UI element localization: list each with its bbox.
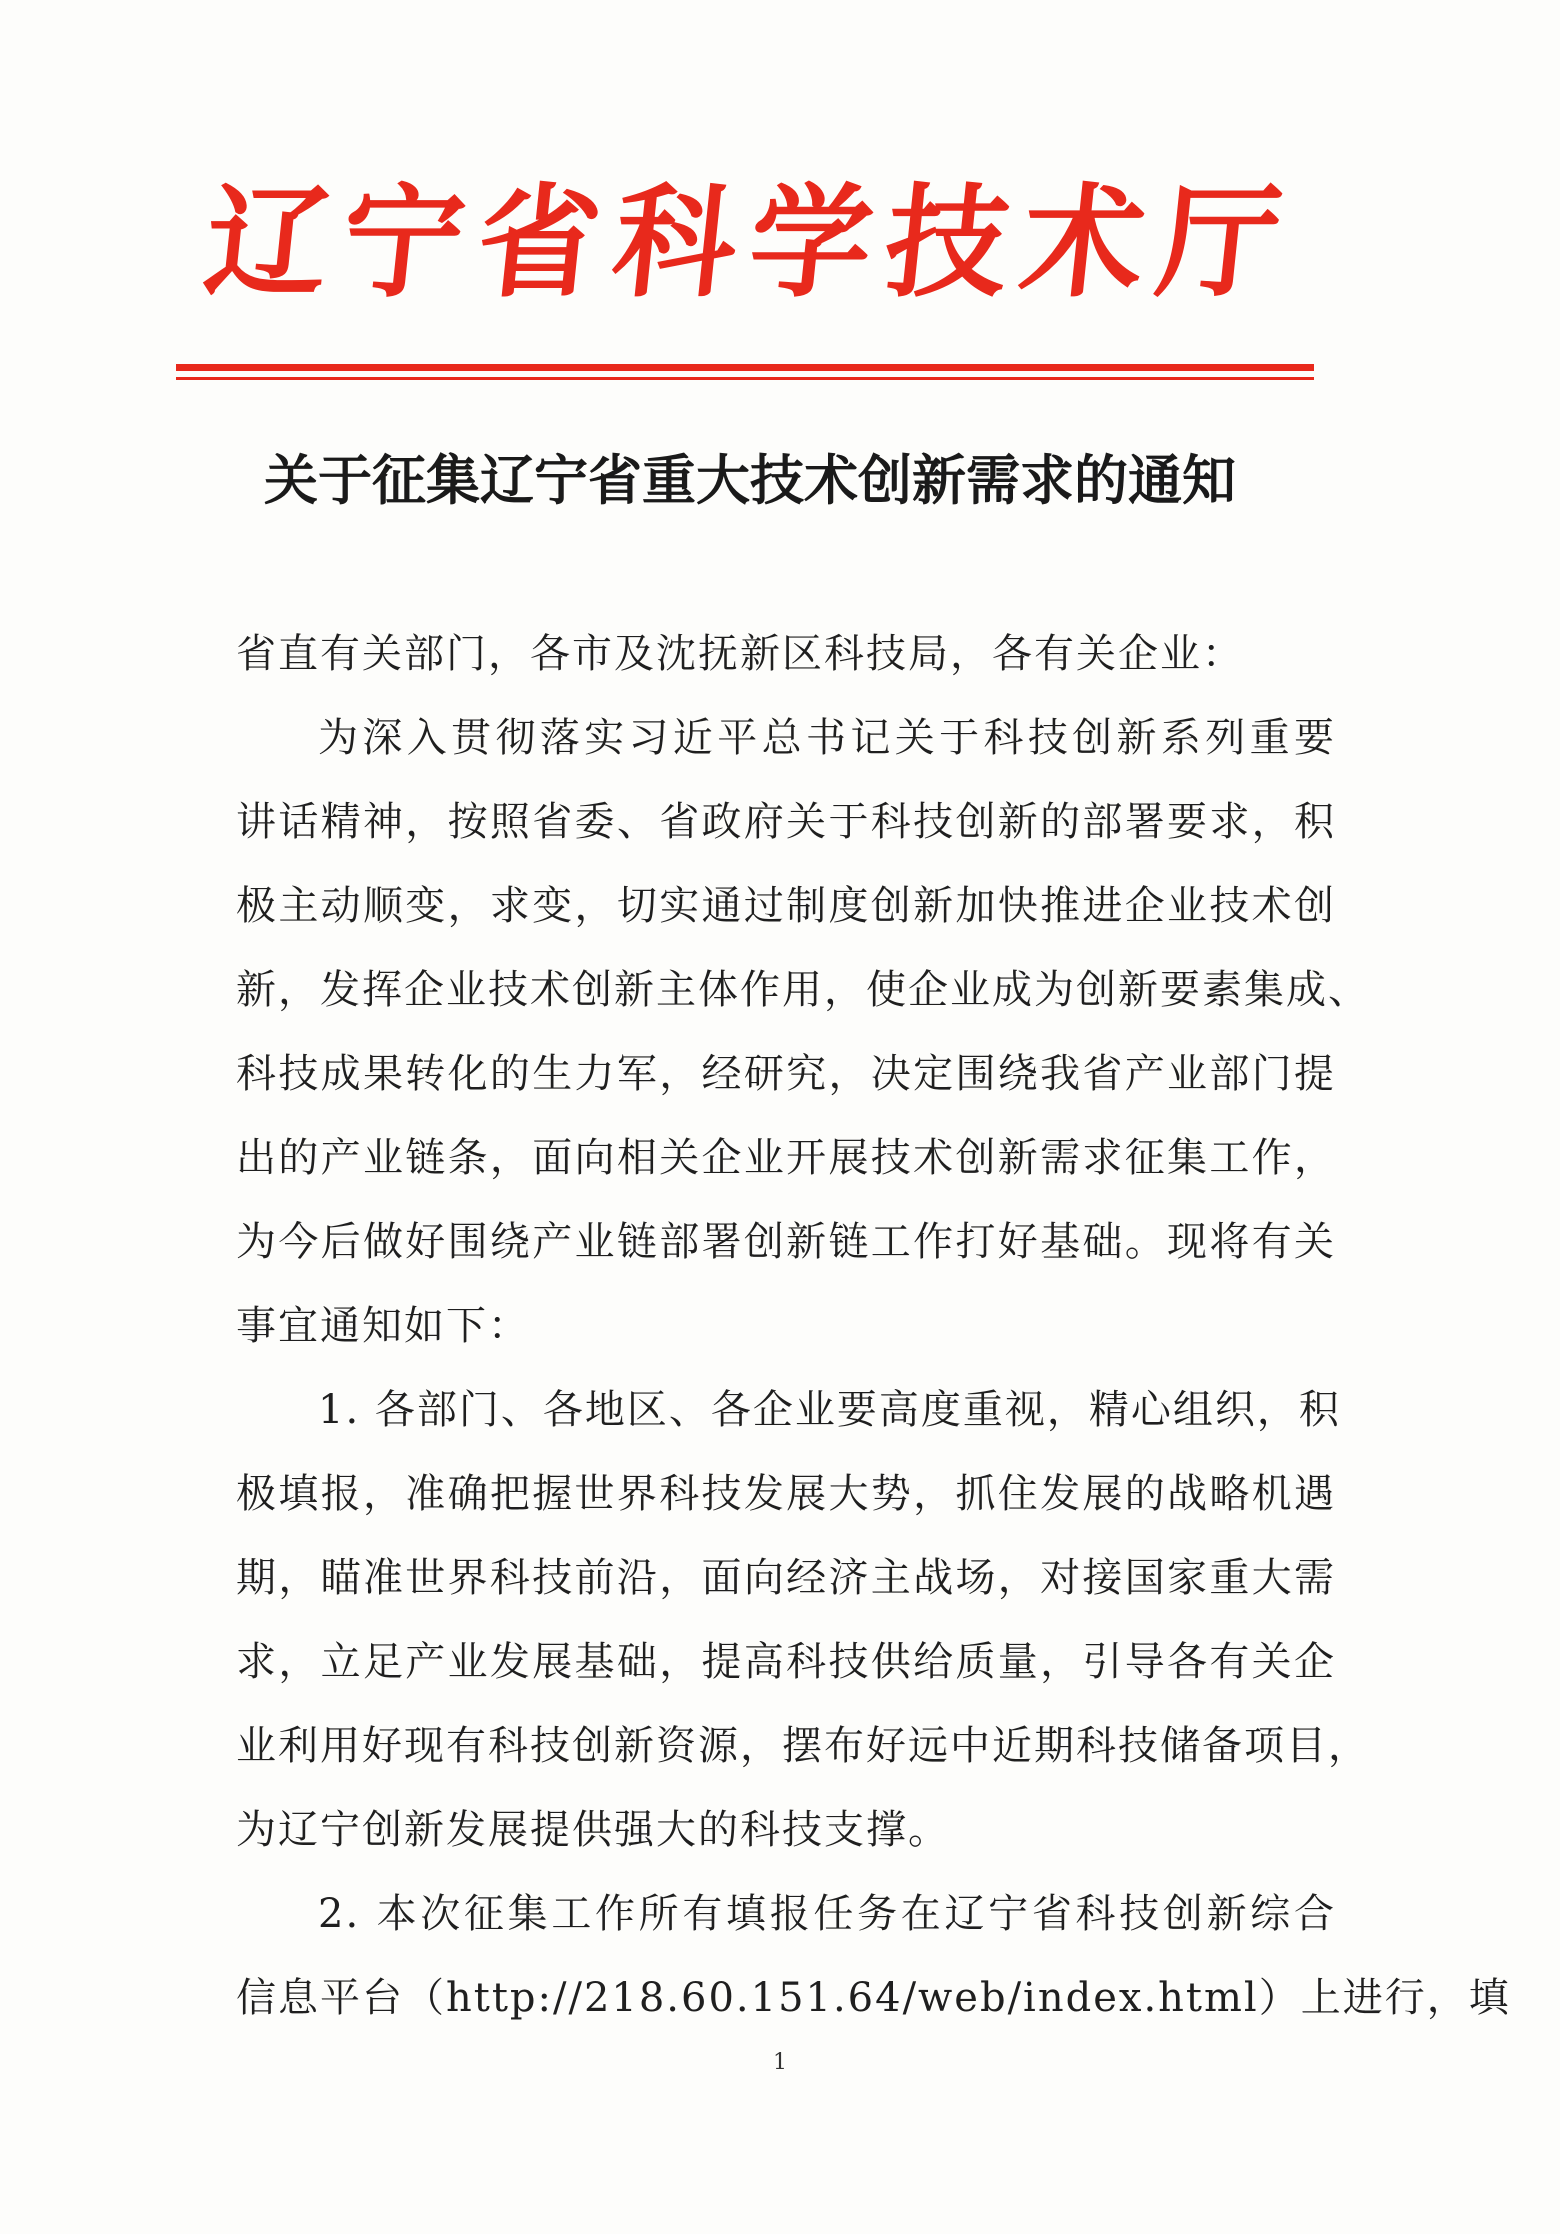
- letterhead-rule-thick: [176, 364, 1314, 371]
- paragraph-2: [236, 1368, 1370, 1872]
- letterhead-org-name: 辽宁省科学技术厅: [198, 172, 1302, 314]
- page-number: 1: [773, 2050, 787, 2075]
- paragraph-line: 科技成果转化的生力军，经研究，决定围绕我省产业部门提: [236, 1051, 1336, 1097]
- paragraph-line: 为今后做好围绕产业链部署创新链工作打好基础。现将有关: [236, 1219, 1336, 1265]
- paragraph-line: 2. 本次征集工作所有填报任务在辽宁省科技创新综合: [318, 1891, 1336, 1937]
- paragraph-1: [236, 696, 1370, 1368]
- letterhead-rule-thin: [176, 377, 1314, 380]
- paragraph-line: 求，立足产业发展基础，提高科技供给质量，引导各有关企: [236, 1639, 1336, 1685]
- paragraph-line: 新，发挥企业技术创新主体作用，使企业成为创新要素集成、: [236, 967, 1370, 1013]
- paragraph-line: 1. 各部门、各地区、各企业要高度重视，精心组织，积: [318, 1387, 1341, 1433]
- paragraph-line: 事宜通知如下：: [236, 1303, 530, 1349]
- paragraph-line: 极填报，准确把握世界科技发展大势，抓住发展的战略机遇: [236, 1471, 1336, 1517]
- paragraph-line: 信息平台（http://218.60.151.64/web/index.html）上进行，填: [236, 1975, 1511, 2021]
- paragraph-line: 期，瞄准世界科技前沿，面向经济主战场，对接国家重大需: [236, 1555, 1336, 1601]
- document-body: [236, 612, 1511, 2040]
- paragraph-line: 为辽宁创新发展提供强大的科技支撑。: [236, 1807, 950, 1853]
- paragraph-line: 讲话精神，按照省委、省政府关于科技创新的部署要求，积: [236, 799, 1336, 845]
- paragraph-3: [236, 1872, 1511, 2040]
- paragraph-line: 为深入贯彻落实习近平总书记关于科技创新系列重要: [318, 715, 1336, 761]
- paragraph-line: 业利用好现有科技创新资源，摆布好远中近期科技储备项目，: [236, 1723, 1370, 1769]
- paragraph-line: 出的产业链条，面向相关企业开展技术创新需求征集工作，: [236, 1135, 1336, 1181]
- paragraph-line: 极主动顺变，求变，切实通过制度创新加快推进企业技术创: [236, 883, 1336, 929]
- salutation: 省直有关部门，各市及沈抚新区科技局，各有关企业：: [236, 631, 1244, 677]
- document-title: 关于征集辽宁省重大技术创新需求的通知: [264, 449, 1236, 512]
